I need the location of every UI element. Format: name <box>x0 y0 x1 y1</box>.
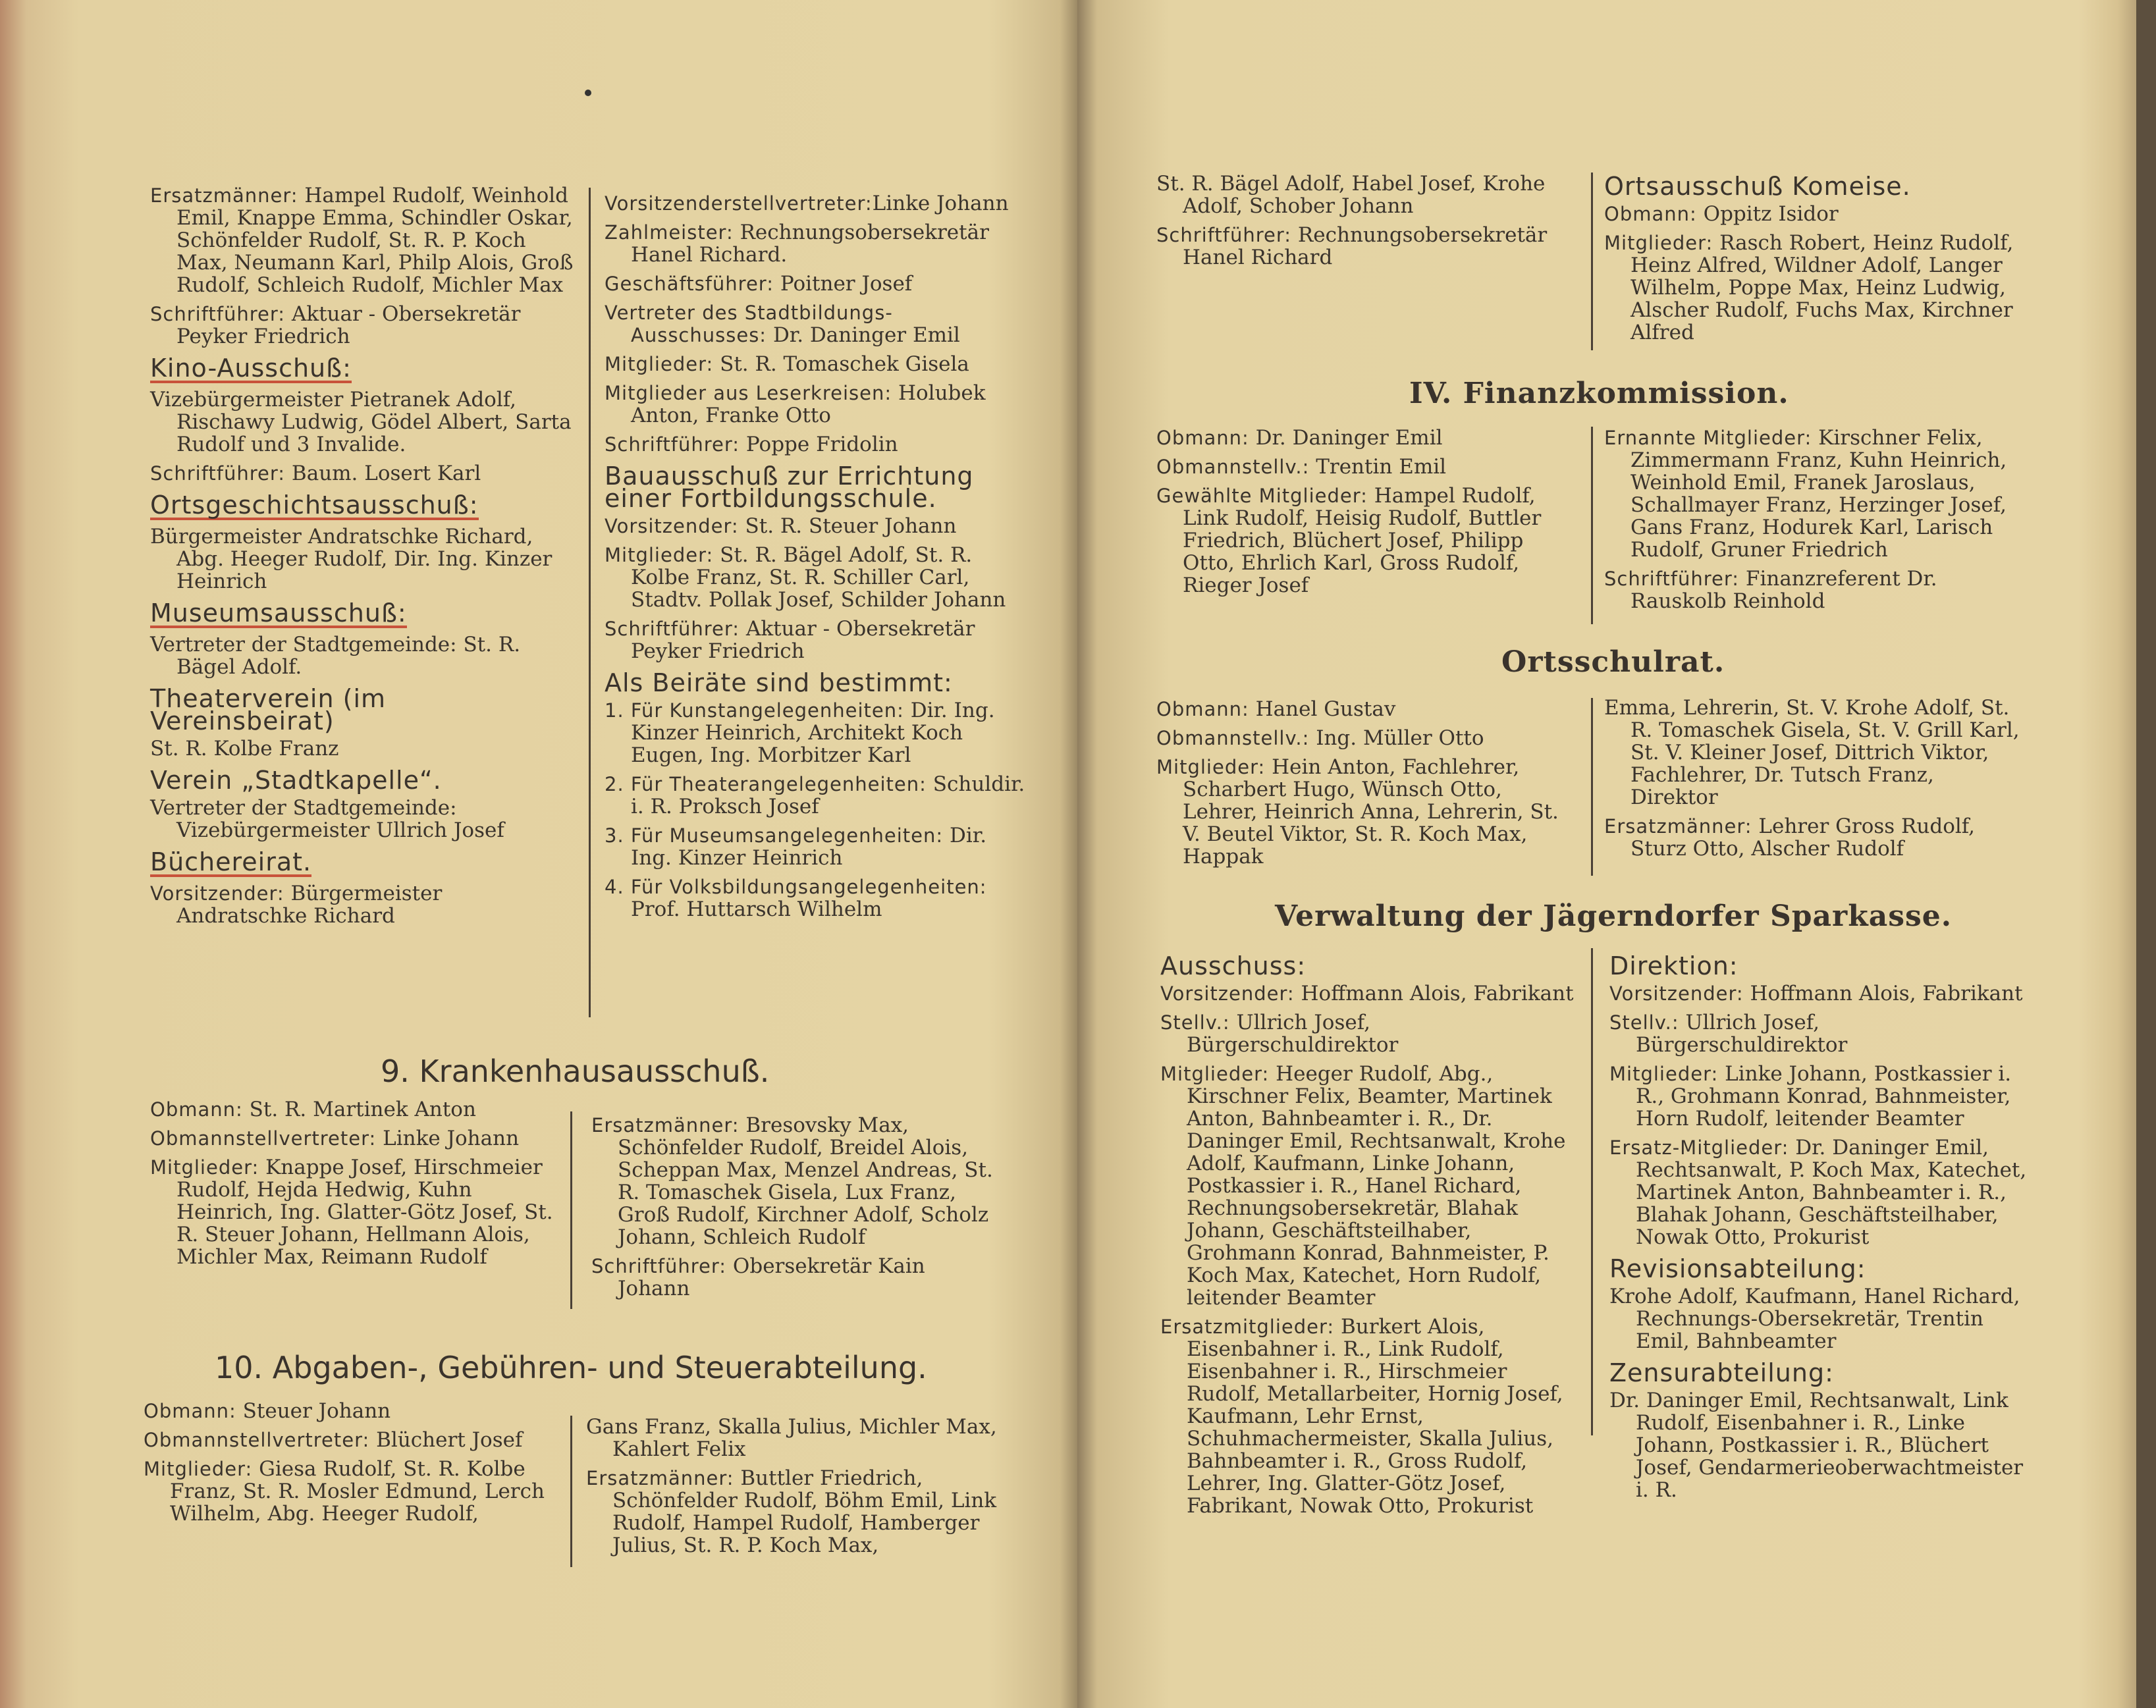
kranken-left <box>150 1098 558 1275</box>
entry-label: Gewählte Mitglieder: <box>1156 485 1368 507</box>
column-divider <box>570 1416 572 1567</box>
entry <box>150 882 578 927</box>
entry <box>586 1467 1001 1557</box>
entry-text: Aktuar - Obersekretär Peyker Friedrich <box>631 617 975 663</box>
entry <box>605 273 1026 295</box>
entry <box>1604 568 2026 612</box>
entry-text: Ullrich Josef, Bürgerschuldirektor <box>1187 1011 1399 1057</box>
entry <box>150 462 578 485</box>
entry-text: St. R. Bägel Adolf, St. R. Kolbe Franz, St. R. Schiller Carl, Stadtv. Pollak Josef, Schilder Johann <box>631 543 1006 612</box>
section-title-text: Zensurabteilung: <box>1609 1358 1834 1387</box>
entry-label: Mitglieder: <box>144 1458 253 1480</box>
ink-dot <box>585 90 591 96</box>
entry-text: Rechnungsobersekretär Hanel Richard. <box>631 221 989 267</box>
entry <box>150 525 578 593</box>
entry-text: Giesa Rudolf, St. R. Kolbe Franz, St. R. Mosler Edmund, Lerch Wilhelm, Abg. Heeger Rudolf, <box>170 1457 545 1526</box>
top-right <box>1604 166 2026 350</box>
entry-label: Ernannte Mitglieder: <box>1604 427 1812 449</box>
entry <box>1160 1316 1582 1517</box>
entry <box>1156 698 1578 720</box>
entry-text: Gans Franz, Skalla Julius, Michler Max, Kahlert Felix <box>586 1415 997 1461</box>
entry-label: Mitglieder: <box>605 544 714 566</box>
entry <box>1160 1063 1582 1309</box>
entry <box>144 1429 558 1451</box>
entry <box>1609 1285 2031 1352</box>
entry-text: Finanzreferent Dr. Rauskolb Reinhold <box>1630 567 1937 613</box>
entry-text: Dr. Daninger Emil, Rechtsanwalt, P. Koch Max, Katechet, Martinek Anton, Bahnbeamter i. R., Blahak Johann, Geschäftsteilhaber, Nowak Otto, Prokurist <box>1636 1136 2027 1249</box>
entry-label: Schriftführer: <box>150 462 286 485</box>
section-title <box>150 599 578 628</box>
entry-text: Rasch Robert, Heinz Rudolf, Heinz Alfred, Wildner Adolf, Langer Wilhelm, Poppe Max, Heinz Ludwig, Alscher Rudolf, Fuchs Max, Kirchner Alfred <box>1630 231 2014 344</box>
left-page <box>0 0 1077 1708</box>
entry <box>150 303 578 348</box>
kranken-right <box>591 1114 1000 1306</box>
entry-text: Vertreter der Stadtgemeinde: Vizebürgermeister Ullrich Josef <box>150 796 504 842</box>
entry-text: Ullrich Josef, Bürgerschuldirektor <box>1636 1011 1848 1057</box>
top-left <box>1156 173 1578 275</box>
entry <box>144 1458 558 1525</box>
entry <box>605 618 1026 662</box>
column-divider <box>1591 427 1593 624</box>
entry <box>605 544 1026 611</box>
entry-text: Bresovsky Max, Schönfelder Rudolf, Breidel Alois, Scheppan Max, Menzel Andreas, St. R. Tomaschek Gisela, Lux Franz, Groß Rudolf, Kirchner Adolf, Scholz Johann, Schleich Rudolf <box>618 1113 993 1249</box>
entry-text: Heeger Rudolf, Abg., Kirschner Felix, Beamter, Martinek Anton, Bahnbeamter i. R., Dr. Daninger Emil, Rechtsanwalt, Krohe Adolf, Kaufmann, Linke Johann, Postkassier i. R., Hanel Richard, Rechnungsobersekretär, Blahak Johann, Geschäftsteilhaber, Grohmann Konrad, Bahnmeister, P. Koch Max, Katechet, Horn Rudolf, leitender Beamter <box>1187 1062 1566 1310</box>
section-title-text: Theaterverein (im Vereinsbeirat) <box>150 684 387 735</box>
entry <box>1156 456 1578 478</box>
entry <box>591 1114 1000 1248</box>
entry <box>1160 1011 1582 1056</box>
entry-text: Blüchert Josef <box>369 1428 523 1452</box>
entry-text: Oppitz Isidor <box>1696 202 1839 226</box>
entry-text: Buttler Friedrich, Schönfelder Rudolf, Böhm Emil, Link Rudolf, Hampel Rudolf, Hamberger Julius, St. R. P. Koch Max, <box>612 1466 997 1557</box>
entry-label: Obmann: <box>144 1400 236 1422</box>
entry <box>1156 224 1578 269</box>
background-edge <box>2136 0 2156 1708</box>
abgaben-right <box>586 1416 1001 1563</box>
entry <box>150 1098 558 1121</box>
spar-left <box>1160 946 1582 1524</box>
spar-right <box>1609 946 2031 1508</box>
entry-label: Obmannstellvertreter: <box>144 1429 370 1451</box>
entry <box>605 699 1026 766</box>
entry-label: 4. Für Volksbildungsangelegenheiten: <box>605 876 987 898</box>
finanz-heading: IV. Finanzkommission. <box>1409 377 1789 410</box>
entry-label: Ersatzmänner: <box>1604 815 1752 838</box>
entry-text: Steuer Johann <box>236 1399 391 1423</box>
entry <box>150 1156 558 1268</box>
entry <box>605 433 1026 456</box>
column-divider <box>589 188 591 1017</box>
entry-text: Hampel Rudolf, Weinhold Emil, Knappe Emma, Schindler Oskar, Schönfelder Rudolf, St. R. P. Koch Max, Neumann Karl, Philp Alois, Groß Rudolf, Schleich Rudolf, Michler Max <box>176 184 574 297</box>
entry-text: Bürgermeister Andratschke Richard, Abg. Heeger Rudolf, Dir. Ing. Kinzer Heinrich <box>150 525 552 593</box>
entry-label: Mitglieder: <box>1604 232 1713 254</box>
section-title-text: Ausschuss: <box>1160 951 1307 980</box>
section-title-text: Direktion: <box>1609 951 1738 980</box>
entry <box>605 824 1026 869</box>
entry-text: St. R. Martinek Anton <box>242 1098 476 1121</box>
entry-text: Hoffmann Alois, Fabrikant <box>1743 982 2023 1005</box>
section-title <box>1609 1358 2031 1387</box>
section-title <box>150 847 578 877</box>
entry-text: Obersekretär Kain Johann <box>618 1254 925 1300</box>
entry-label: Vorsitzender: <box>150 882 284 905</box>
entry-label: Schriftführer: <box>591 1255 727 1277</box>
finanz-left <box>1156 427 1578 603</box>
entry <box>1156 727 1578 749</box>
entry-text: Hoffmann Alois, Fabrikant <box>1294 982 1574 1005</box>
entry-text: Emma, Lehrerin, St. V. Krohe Adolf, St. R. Tomaschek Gisela, St. V. Grill Karl, St. V. Kleiner Josef, Dittrich Viktor, Fachlehrer, Dr. Tutsch Franz, Direktor <box>1604 696 2020 809</box>
schul-left <box>1156 698 1578 874</box>
entry <box>605 221 1026 266</box>
spar-heading: Verwaltung der Jägerndorfer Sparkasse. <box>1275 899 1953 933</box>
entry <box>1604 232 2026 344</box>
entry-text: St. R. Steuer Johann <box>738 514 957 538</box>
entry-label: 3. Für Museumsangelegenheiten: <box>605 824 944 847</box>
entry <box>1609 1011 2031 1056</box>
section-title-text: Büchereirat. <box>150 847 312 876</box>
entry-text: Ing. Müller Otto <box>1309 726 1484 750</box>
finanz-right <box>1604 427 2026 619</box>
section-title-text: Bauausschuß zur Errichtung einer Fortbildungsschule. <box>605 462 974 513</box>
entry-text: Dir. Ing. Kinzer Heinrich <box>631 824 987 870</box>
entry <box>1609 1389 2031 1501</box>
entry <box>150 737 578 760</box>
entry <box>1609 1136 2031 1248</box>
entry-label: Stellv.: <box>1609 1011 1679 1034</box>
section-title-text: Ortsausschuß Komeise. <box>1604 172 1911 201</box>
entry <box>605 353 1026 375</box>
entry-label: Schriftführer: <box>605 618 740 640</box>
entry-text: Holubek Anton, Franke Otto <box>631 381 986 427</box>
entry-label: Mitglieder: <box>1160 1063 1270 1085</box>
section-title <box>1160 951 1582 980</box>
section-title <box>1604 172 2026 201</box>
entry-text: Linke Johann <box>376 1127 520 1150</box>
section-title-text: Als Beiräte sind bestimmt: <box>605 668 953 697</box>
entry-label: Mitglieder: <box>150 1156 259 1179</box>
column-divider <box>1591 173 1593 350</box>
entry-label: Ersatz-Mitglieder: <box>1609 1136 1789 1159</box>
section-title <box>150 766 578 795</box>
entry <box>1156 173 1578 217</box>
entry <box>605 192 1026 215</box>
entry <box>605 382 1026 427</box>
entry-label: Vorsitzender: <box>1609 982 1744 1005</box>
entry <box>150 388 578 456</box>
entry-label: Ersatzmänner: <box>586 1467 734 1489</box>
entry-text: Linke Johann, Postkassier i. R., Grohmann Konrad, Bahnmeister, Horn Rudolf, leitender Beamter <box>1636 1062 2012 1131</box>
entry-label: Schriftführer: <box>150 303 286 325</box>
entry-text: St. R. Bägel Adolf, Habel Josef, Krohe Adolf, Schober Johann <box>1156 172 1546 218</box>
section-title <box>150 684 578 735</box>
entry <box>150 1127 558 1150</box>
entry-text: Poppe Fridolin <box>740 433 898 456</box>
entry-label: Obmann: <box>1156 427 1249 449</box>
entry-label: Obmannstellvertreter: <box>150 1127 377 1150</box>
entry-text: Dr. Daninger Emil, Rechtsanwalt, Link Rudolf, Eisenbahner i. R., Linke Johann, Postkassier i. R., Blüchert Josef, Gendarmerieoberwachtmeister i. R. <box>1609 1389 2024 1502</box>
entry-label: Mitglieder: <box>1609 1063 1719 1085</box>
section-title <box>1609 951 2031 980</box>
section-title <box>605 462 1026 513</box>
entry-text: Dr. Daninger Emil <box>1249 426 1443 450</box>
entry-text: Knappe Josef, Hirschmeier Rudolf, Hejda Hedwig, Kuhn Heinrich, Ing. Glatter-Götz Josef, St. R. Steuer Johann, Hellmann Alois, Michler Max, Reimann Rudolf <box>176 1156 553 1269</box>
entry-label: Geschäftsführer: <box>605 273 774 295</box>
entry-text: Aktuar - Obersekretär Peyker Friedrich <box>176 302 521 348</box>
section-title <box>150 491 578 520</box>
abgaben-left <box>144 1400 558 1532</box>
entry <box>1156 427 1578 449</box>
entry-text: Poitner Josef <box>773 272 913 296</box>
entry-text: Trentin Emil <box>1309 455 1447 479</box>
section-title-text: Verein „Stadtkapelle“. <box>150 766 442 795</box>
entry-text: Dir. Ing. Kinzer Heinrich, Architekt Koch Eugen, Ing. Morbitzer Karl <box>631 699 995 767</box>
entry-text: Schuldir. i. R. Proksch Josef <box>631 772 1025 818</box>
entry-label: Obmann: <box>1604 203 1697 225</box>
entry-label: Obmannstellv.: <box>1156 727 1310 749</box>
entry-label: Obmann: <box>150 1098 243 1121</box>
right-page <box>1077 0 2136 1708</box>
section-title <box>1609 1254 2031 1283</box>
entry <box>605 876 1026 921</box>
entry <box>150 633 578 678</box>
entry-text: Lehrer Gross Rudolf, Sturz Otto, Alscher Rudolf <box>1630 814 1975 861</box>
entry-label: Zahlmeister: <box>605 221 734 244</box>
entry-label: Mitglieder: <box>605 353 714 375</box>
entry-label: Mitglieder aus Leserkreisen: <box>605 382 892 404</box>
entry <box>1156 485 1578 597</box>
entry <box>150 797 578 841</box>
section-title <box>150 354 578 383</box>
entry-text: St. R. Kolbe Franz <box>150 737 339 761</box>
schul-heading: Ortsschulrat. <box>1501 645 1725 679</box>
entry <box>605 515 1026 537</box>
entry <box>1609 1063 2031 1130</box>
entry-text: Dr. Daninger Emil <box>767 323 960 347</box>
abgaben-heading: 10. Abgaben-, Gebühren- und Steuerabteilung. <box>215 1350 927 1385</box>
entry <box>605 773 1026 818</box>
entry <box>591 1255 1000 1300</box>
entry-label: Vertreter des Stadtbildungs-Ausschusses: <box>605 302 893 346</box>
column-divider <box>1591 698 1593 876</box>
section-title-text: Kino-Ausschuß: <box>150 354 352 383</box>
entry-text: Bürgermeister Andratschke Richard <box>176 882 443 928</box>
entry-text: Kirschner Felix, Zimmermann Franz, Kuhn Heinrich, Weinhold Emil, Franek Jaroslaus, Schallmayer Franz, Herzinger Josef, Gans Franz, Hodurek Karl, Larisch Rudolf, Gruner Friedrich <box>1630 426 2007 562</box>
entry-label: Schriftführer: <box>605 433 740 456</box>
entry-text: Vizebürgermeister Pietranek Adolf, Rischawy Ludwig, Gödel Albert, Sarta Rudolf und 3 Invalide. <box>150 388 572 456</box>
entry <box>1609 982 2031 1005</box>
entry-text: Hein Anton, Fachlehrer, Scharbert Hugo, Wünsch Otto, Lehrer, Heinrich Anna, Lehrerin, St. V. Beutel Viktor, St. R. Koch Max, Happak <box>1183 755 1559 868</box>
entry <box>1604 815 2026 860</box>
entry <box>150 184 578 296</box>
entry-label: Ersatzmitglieder: <box>1160 1316 1335 1338</box>
entry <box>1604 203 2026 225</box>
section-title-text: Museumsausschuß: <box>150 599 407 627</box>
entry-label: Obmann: <box>1156 698 1249 720</box>
entry-text: Rechnungsobersekretär Hanel Richard <box>1183 223 1548 269</box>
column-divider <box>570 1111 572 1309</box>
entry-label: 2. Für Theaterangelegenheiten: <box>605 773 927 795</box>
entry <box>1604 427 2026 561</box>
entry-text: Linke Johann <box>872 192 1009 215</box>
entry-label: Obmannstellv.: <box>1156 456 1310 478</box>
kranken-heading: 9. Krankenhausausschuß. <box>381 1054 770 1089</box>
entry-label: Mitglieder: <box>1156 756 1266 778</box>
column-divider <box>1591 948 1593 1435</box>
entry-label: Ersatzmänner: <box>150 184 298 207</box>
entry-text: St. R. Tomaschek Gisela <box>713 352 969 376</box>
entry-text: Burkert Alois, Eisenbahner i. R., Link Rudolf, Eisenbahner i. R., Hirschmeier Rudolf, Metallarbeiter, Hornig Josef, Kaufmann, Lehr Ernst, Schuhmachermeister, Skalla Julius, Bahnbeamter i. R., Gross Rudolf, Lehrer, Ing. Glatter-Götz Josef, Fabrikant, Nowak Otto, Prokurist <box>1187 1315 1563 1518</box>
entry-label: Ersatzmänner: <box>591 1114 740 1136</box>
entry <box>1160 982 1582 1005</box>
entry <box>586 1416 1001 1460</box>
section-title-text: Ortsgeschichtsausschuß: <box>150 491 479 520</box>
left-col-1 <box>150 184 578 934</box>
entry <box>605 302 1026 346</box>
entry-label: Stellv.: <box>1160 1011 1230 1034</box>
entry-label: Vorsitzender: <box>1160 982 1295 1005</box>
entry <box>144 1400 558 1422</box>
entry-label: Schriftführer: <box>1604 568 1740 590</box>
entry-text: Krohe Adolf, Kaufmann, Hanel Richard, Rechnungs-Obersekretär, Trentin Emil, Bahnbeamter <box>1609 1285 2020 1353</box>
left-col-2 <box>605 192 1026 927</box>
entry <box>1156 756 1578 868</box>
section-title-text: Revisionsabteilung: <box>1609 1254 1866 1283</box>
section-title <box>605 668 1026 697</box>
entry-text: Baum. Losert Karl <box>285 462 481 485</box>
entry-text: Prof. Huttarsch Wilhelm <box>631 897 882 921</box>
entry-label: Schriftführer: <box>1156 224 1292 246</box>
entry-label: Vorsitzenderstellvertreter: <box>605 192 873 215</box>
entry <box>1604 697 2026 809</box>
entry-label: Vorsitzender: <box>605 515 739 537</box>
entry-label: 1. Für Kunstangelegenheiten: <box>605 699 904 722</box>
entry-text: Vertreter der Stadtgemeinde: St. R. Bägel Adolf. <box>150 633 521 679</box>
entry-text: Hanel Gustav <box>1249 697 1396 721</box>
schul-right <box>1604 697 2026 867</box>
entry-text: Hampel Rudolf, Link Rudolf, Heisig Rudolf, Buttler Friedrich, Blüchert Josef, Philipp Otto, Ehrlich Karl, Gross Rudolf, Rieger Josef <box>1183 484 1542 597</box>
